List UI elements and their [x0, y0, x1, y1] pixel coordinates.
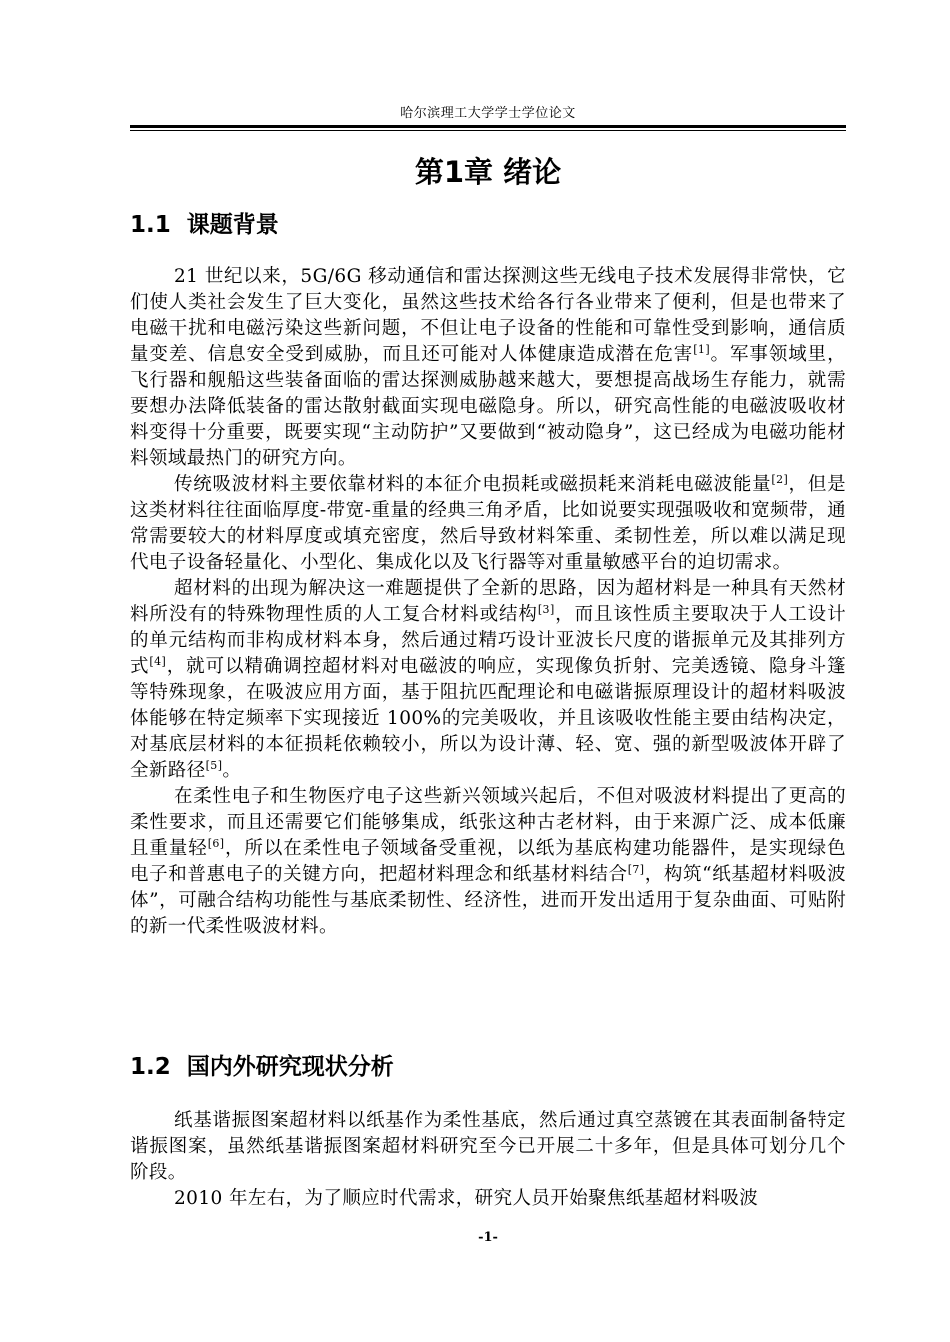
section-heading-text: 国内外研究现状分析: [186, 1054, 394, 1080]
paragraph: 超材料的出现为解决这一难题提供了全新的思路，因为超材料是一种具有天然材料所没有的特殊物理性质的人工复合材料或结构[3]，而且该性质主要取决于人工设计的单元结构而非构成材料本身，然后通过精巧设计亚波长尺度的谐振单元及其排列方式[4]，就可以精确调控超材料对电磁波的响应，实现像负折射、完美透镜、隐身斗篷等特殊现象，在吸波应用方面，基于阻抗匹配理论和电磁谐振原理设计的超材料吸波体能够在特定频率下实现接近 100%的完美吸收，并且该吸收性能主要由结构决定，对基底层材料的本征损耗依赖较小，所以为设计薄、轻、宽、强的新型吸波体开辟了全新路径[5]。: [130, 578, 846, 781]
citation: [6]: [207, 837, 225, 850]
paragraph: 2010 年左右，为了顺应时代需求，研究人员开始聚焦纸基超材料吸波: [174, 1188, 759, 1209]
running-header: 哈尔滨理工大学学士学位论文: [400, 106, 576, 121]
section-1-2-body: [130, 1108, 846, 1212]
section-title-1-1: [130, 210, 846, 240]
page-number: -1-: [478, 1230, 498, 1245]
citation: [5]: [205, 759, 223, 772]
paragraph: 21 世纪以来，5G/6G 移动通信和雷达探测这些无线电子技术发展得非常快，它们使人类社会发生了巨大变化，虽然这些技术给各行各业带来了便利，但是也带来了电磁干扰和电磁污染这些新问题，不但让电子设备的性能和可靠性受到影响，通信质量变差、信息安全受到威胁，而且还可能对人体健康造成潜在危害[1]。军事领域里，飞行器和舰船这些装备面临的雷达探测威胁越来越大，要想提高战场生存能力，就需要想办法降低装备的雷达散射截面实现电磁隐身。所以，研究高性能的电磁波吸收材料变得十分重要，既要实现“主动防护”又要做到“被动隐身”，这已经成为电磁功能材料领域最热门的研究方向。: [130, 266, 846, 469]
citation: [4]: [149, 655, 167, 668]
paragraph: 在柔性电子和生物医疗电子这些新兴领域兴起后，不但对吸波材料提出了更高的柔性要求，而且还需要它们能够集成，纸张这种古老材料，由于来源广泛、成本低廉且重量轻[6]，所以在柔性电子领域备受重视，以纸为基底构建功能器件，是实现绿色电子和普惠电子的关键方向，把超材料理念和纸基材料结合[7]，构筑“纸基超材料吸波体”，可融合结构功能性与基底柔韧性、经济性，进而开发出适用于复杂曲面、可贴附的新一代柔性吸波材料。: [130, 786, 847, 937]
section-number: 1.1: [130, 212, 171, 238]
paragraph: 传统吸波材料主要依靠材料的本征介电损耗或磁损耗来消耗电磁波能量[2]，但是这类材料往往面临厚度-带宽-重量的经典三角矛盾，比如说要实现强吸收和宽频带，通常需要较大的材料厚度或填充密度，然后导致材料笨重、柔韧性差，所以难以满足现代电子设备轻量化、小型化、集成化以及飞行器等对重量敏感平台的迫切需求。: [130, 473, 846, 573]
citation: [1]: [693, 343, 711, 356]
header-rule-thin: [130, 130, 846, 131]
paragraph: 纸基谐振图案超材料以纸基作为柔性基底，然后通过真空蒸镀在其表面制备特定谐振图案，虽然纸基谐振图案超材料研究至今已开展二十多年，但是具体可划分几个阶段。: [130, 1110, 846, 1183]
citation: [2]: [771, 473, 789, 486]
citation: [3]: [537, 603, 555, 616]
section-1-1-body: [130, 264, 846, 940]
citation: [7]: [627, 863, 645, 876]
section-title-1-2: [130, 1052, 846, 1082]
section-number: 1.2: [130, 1054, 171, 1080]
header-rule-thick: [130, 125, 846, 128]
section-heading-text: 课题背景: [186, 212, 279, 238]
chapter-title: 第1章 绪论: [414, 155, 562, 189]
